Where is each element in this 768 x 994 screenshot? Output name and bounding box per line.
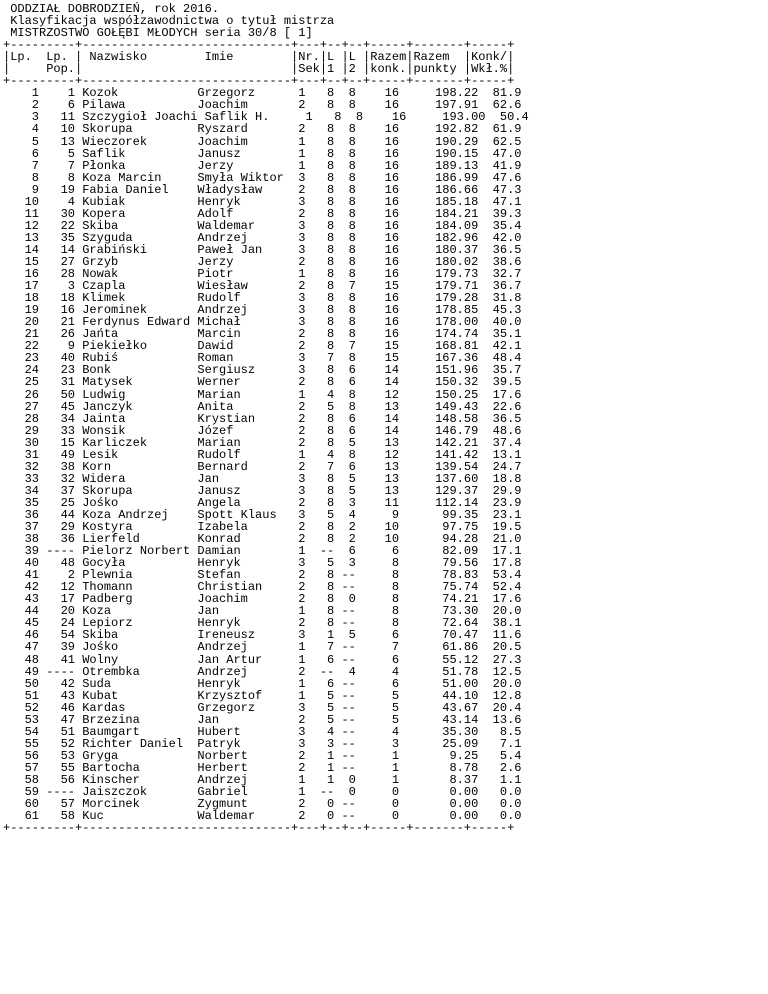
table-row: 29 33 Wonsik Józef 2 8 6 14 146.79 48.6 xyxy=(3,423,522,438)
table-row: 5 13 Wieczorek Joachim 1 8 8 16 190.29 62.5 xyxy=(3,134,522,149)
table-row: 20 21 Ferdynus Edward Michał 3 8 8 16 178.00 40.0 xyxy=(3,315,522,330)
table-row: 8 8 Koza Marcin Smyła Wiktor 3 8 8 16 186.99 47.6 xyxy=(3,170,522,185)
table-row: 36 44 Koza Andrzej Spott Klaus 3 5 4 9 99.35 23.1 xyxy=(3,507,522,522)
table-row: 52 46 Kardas Grzegorz 3 5 -- 5 43.67 20.4 xyxy=(3,700,522,715)
table-row: 42 12 Thomann Christian 2 8 -- 8 75.74 52.4 xyxy=(3,580,522,595)
table-row: 7 7 Płonka Jerzy 1 8 8 16 189.13 41.9 xyxy=(3,158,522,173)
table-row: 34 37 Skorupa Janusz 3 8 5 13 129.37 29.9 xyxy=(3,483,522,498)
report-subtitle-line: Klasyfikacja współzawodnictwa o tytuł mistrza xyxy=(3,14,335,29)
table-row: 38 36 Lierfeld Konrad 2 8 2 10 94.28 21.0 xyxy=(3,532,522,547)
table-row: 3 11 Szczygioł Joachi Saflik H. 1 8 8 16 193.00 50.4 xyxy=(3,110,529,125)
table-row: 14 14 Grabiński Paweł Jan 3 8 8 16 180.37 36.5 xyxy=(3,242,522,257)
table-row: 53 47 Brzezina Jan 2 5 -- 5 43.14 13.6 xyxy=(3,712,522,727)
table-row: 22 9 Piekiełko Dawid 2 8 7 15 168.81 42.1 xyxy=(3,339,522,354)
table-row: 25 31 Matysek Werner 2 8 6 14 150.32 39.5 xyxy=(3,375,522,390)
table-border-top: +---------+-----------------------------+---+--+--+-----+-------+-----+ xyxy=(3,38,515,53)
table-row: 47 39 Jośko Andrzej 1 7 -- 7 61.86 20.5 xyxy=(3,640,522,655)
table-row: 58 56 Kinscher Andrzej 1 1 0 1 8.37 1.1 xyxy=(3,773,522,787)
table-row: 60 57 Morcinek Zygmunt 2 0 -- 0 0.00 0.0 xyxy=(3,797,522,812)
table-row: 59 ---- Jaiszczok Gabriel 1 -- 0 0 0.00 0.0 xyxy=(3,785,522,800)
table-row: 33 32 Widera Jan 3 8 5 13 137.60 18.8 xyxy=(3,471,522,486)
table-body xyxy=(3,87,768,822)
table-row: 18 18 Klimek Rudolf 3 8 8 16 179.28 31.8 xyxy=(3,291,522,306)
table-row: 51 43 Kubat Krzysztof 1 5 -- 5 44.10 12.8 xyxy=(3,688,522,703)
table-row: 24 23 Bonk Sergiusz 3 8 6 14 151.96 35.7 xyxy=(3,363,522,378)
table-row: 48 41 Wolny Jan Artur 1 6 -- 6 55.12 27.3 xyxy=(3,652,522,667)
table-row: 15 27 Grzyb Jerzy 2 8 8 16 180.02 38.6 xyxy=(3,254,522,269)
table-row: 37 29 Kostyra Izabela 2 8 2 10 97.75 19.5 xyxy=(3,520,522,535)
table-row: 32 38 Korn Bernard 2 7 6 13 139.54 24.7 xyxy=(3,459,522,474)
table-row: 28 34 Jainta Krystian 2 8 6 14 148.58 36.5 xyxy=(3,411,522,426)
table-row: 1 1 Kozok Grzegorz 1 8 8 16 198.22 81.9 xyxy=(3,86,522,101)
table-row: 46 54 Skiba Ireneusz 3 1 5 6 70.47 11.6 xyxy=(3,628,522,643)
table-row: 27 45 Janczyk Anita 2 5 8 13 149.43 22.6 xyxy=(3,399,522,414)
table-row: 39 ---- Pielorz Norbert Damian 1 -- 6 6 82.09 17.1 xyxy=(3,544,522,559)
table-row: 12 22 Skiba Waldemar 3 8 8 16 184.09 35.4 xyxy=(3,218,522,233)
table-row: 13 35 Szyguda Andrzej 3 8 8 16 182.96 42.0 xyxy=(3,230,522,245)
table-row: 9 19 Fabia Daniel Władysław 2 8 8 16 186.66 47.3 xyxy=(3,182,522,197)
table-row: 30 15 Karliczek Marian 2 8 5 13 142.21 37.4 xyxy=(3,435,522,450)
table-row: 61 58 Kuc Waldemar 2 0 -- 0 0.00 0.0 xyxy=(3,809,522,824)
table-row: 49 ---- Otrembka Andrzej 2 -- 4 4 51.78 12.5 xyxy=(3,664,522,679)
table-row: 10 4 Kubiak Henryk 3 8 8 16 185.18 47.1 xyxy=(3,194,522,209)
table-row: 44 20 Koza Jan 1 8 -- 8 73.30 20.0 xyxy=(3,604,522,619)
table-header-row-2: | Pop.| |Sek|1 |2 |konk.|punkty |Wkł.%| xyxy=(3,62,515,77)
table-row: 43 17 Padberg Joachim 2 8 0 8 74.21 17.6 xyxy=(3,592,522,607)
table-row: 2 6 Pilawa Joachim 2 8 8 16 197.91 62.6 xyxy=(3,98,522,113)
table-row: 50 42 Suda Henryk 1 6 -- 6 51.00 20.0 xyxy=(3,676,522,691)
table-row: 21 26 Jańta Marcin 2 8 8 16 174.74 35.1 xyxy=(3,327,522,342)
table-border-mid: +---------+-----------------------------+---+--+--+-----+-------+-----+ xyxy=(3,74,515,89)
table-row: 54 51 Baumgart Hubert 3 4 -- 4 35.30 8.5 xyxy=(3,724,522,739)
table-row: 16 28 Nowak Piotr 1 8 8 16 179.73 32.7 xyxy=(3,267,522,282)
table-row: 41 2 Plewnia Stefan 2 8 -- 8 78.83 53.4 xyxy=(3,568,522,583)
table-row: 56 53 Gryga Norbert 2 1 -- 1 9.25 5.4 xyxy=(3,748,522,763)
table-row: 57 55 Bartocha Herbert 2 1 -- 1 8.78 2.6 xyxy=(3,760,522,775)
table-header-row-1: |Lp. Lp. | Nazwisko Imie |Nr.|L |L |Razem|Razem |Konk/| xyxy=(3,50,515,65)
table-row: 11 30 Kopera Adolf 2 8 8 16 184.21 39.3 xyxy=(3,206,522,221)
table-row: 35 25 Jośko Angela 2 8 3 11 112.14 23.9 xyxy=(3,495,522,510)
table-row: 19 16 Jerominek Andrzej 3 8 8 16 178.85 45.3 xyxy=(3,303,522,318)
table-border-bottom: +---------+-----------------------------+---+--+--+-----+-------+-----+ xyxy=(3,821,515,836)
table-row: 17 3 Czapla Wiesław 2 8 7 15 179.71 36.7 xyxy=(3,279,522,294)
table-row: 26 50 Ludwig Marian 1 4 8 12 150.25 17.6 xyxy=(3,387,522,402)
table-row: 6 5 Saflik Janusz 1 8 8 16 190.15 47.0 xyxy=(3,146,522,161)
table-row: 45 24 Lepiorz Henryk 2 8 -- 8 72.64 38.1 xyxy=(3,616,522,631)
table-row: 40 48 Gocyła Henryk 3 5 3 8 79.56 17.8 xyxy=(3,556,522,571)
report-series-line: MISTRZOSTWO GOŁĘBI MŁODYCH seria 30/8 [ 1] xyxy=(3,26,313,41)
table-row: 31 49 Lesik Rudolf 1 4 8 12 141.42 13.1 xyxy=(3,447,522,462)
table-row: 23 40 Rubiś Roman 3 7 8 15 167.36 48.4 xyxy=(3,351,522,366)
table-row: 55 52 Richter Daniel Patryk 3 3 -- 3 25.09 7.1 xyxy=(3,736,522,751)
report-title-line: ODDZIAŁ DOBRODZIEŃ, rok 2016. xyxy=(3,2,220,16)
table-row: 4 10 Skorupa Ryszard 2 8 8 16 192.82 61.9 xyxy=(3,122,522,137)
